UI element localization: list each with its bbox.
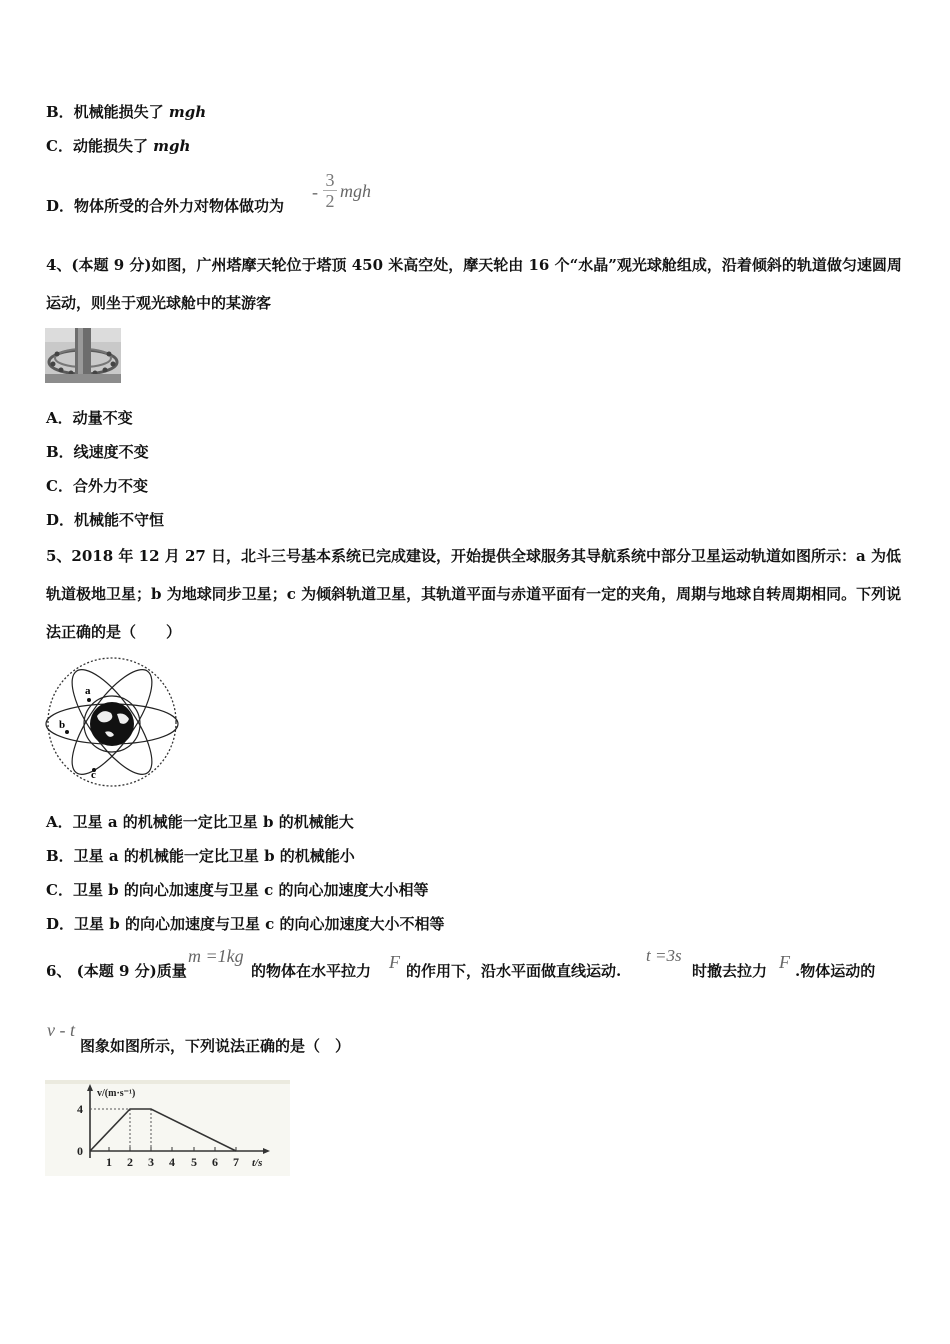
mass-formula: m =1kg — [188, 946, 244, 966]
fraction-denominator: 2 — [325, 191, 335, 211]
label-b: b — [59, 719, 66, 731]
x-tick-3: 3 — [148, 1155, 154, 1169]
option-text: D．物体所受的合外力对物体做功为 — [46, 197, 285, 215]
canton-tower-photo — [45, 328, 121, 383]
q6-text-2: 的物体在水平拉力 — [251, 962, 372, 980]
graph-origin: 0 — [77, 1144, 83, 1158]
q5-option-c: C．卫星 b 的向心加速度与卫星 c 的向心加速度大小相等 — [46, 881, 429, 899]
graph-y4: 4 — [77, 1102, 83, 1116]
q4-option-c: C．合外力不变 — [46, 477, 148, 495]
graph-ylabel: v/(m·s⁻¹) — [97, 1088, 136, 1099]
q4-stem: 4、(本题 9 分)如图，广州塔摩天轮位于塔顶 450 米高空处，摩天轮由 16 个“水晶”观光球舱组成，沿着倾斜的轨道做匀速圆周运动，则坐于观光球舱中的某游客 — [46, 256, 902, 312]
fraction — [322, 170, 338, 211]
q6-text-1: 6、 (本题 9 分)质量 — [46, 962, 187, 980]
graph-xlabel: t/s — [252, 1157, 263, 1169]
q5-option-d: D．卫星 b 的向心加速度与卫星 c 的向心加速度大小不相等 — [46, 915, 445, 933]
label-c: c — [91, 769, 96, 781]
force-symbol: F — [779, 952, 790, 972]
x-tick-2: 2 — [127, 1155, 133, 1169]
q4-option-d: D．机械能不守恒 — [46, 511, 165, 529]
satellite-orbit-diagram — [45, 654, 181, 788]
q6-text-4: 时撤去拉力 — [692, 962, 768, 980]
time-formula: t =3s — [646, 946, 682, 965]
x-tick-7: 7 — [233, 1155, 239, 1169]
q4-option-b: B．线速度不变 — [46, 443, 149, 461]
q4-option-a: A．动量不变 — [46, 409, 133, 427]
label-a: a — [85, 685, 91, 697]
minus-sign: - — [312, 182, 318, 202]
q6-text-3: 的作用下，沿水平面做直线运动. — [406, 962, 622, 980]
formula-var: mgh — [340, 181, 371, 201]
q5-stem: 5、2018 年 12 月 27 日，北斗三号基本系统已完成建设，开始提供全球服务其导航系统中部分卫星运动轨道如图所示：a 为低轨道极地卫星；b 为地球同步卫星；c 为倾斜轨道卫星，其轨道平面与赤道平面有一定的夹角，周期与地球自转周期相同。下列说法正确的是（ ） — [46, 547, 902, 641]
option-text: B．机械能损失了 — [46, 103, 169, 121]
x-tick-1: 1 — [106, 1155, 112, 1169]
q3-option-c — [46, 136, 190, 156]
force-symbol: F — [389, 952, 400, 972]
q5-option-b: B．卫星 a 的机械能一定比卫星 b 的机械能小 — [46, 847, 355, 865]
option-var: mgh — [168, 103, 207, 121]
x-tick-6: 6 — [212, 1155, 218, 1169]
option-text: C．动能损失了 — [46, 137, 154, 155]
q3-option-d — [46, 196, 284, 216]
q6-text-6: 图象如图所示，下列说法正确的是（ ） — [80, 1037, 351, 1055]
x-tick-4: 4 — [169, 1155, 175, 1169]
option-var: mgh — [153, 137, 191, 155]
q5-option-a: A．卫星 a 的机械能一定比卫星 b 的机械能大 — [46, 813, 354, 831]
vt-symbol: v - t — [47, 1020, 75, 1040]
vt-graph — [45, 1080, 290, 1176]
q6-text-5: .物体运动的 — [795, 962, 876, 980]
q3-option-b — [46, 102, 206, 122]
fraction-numerator: 3 — [325, 170, 335, 190]
x-tick-5: 5 — [191, 1155, 197, 1169]
